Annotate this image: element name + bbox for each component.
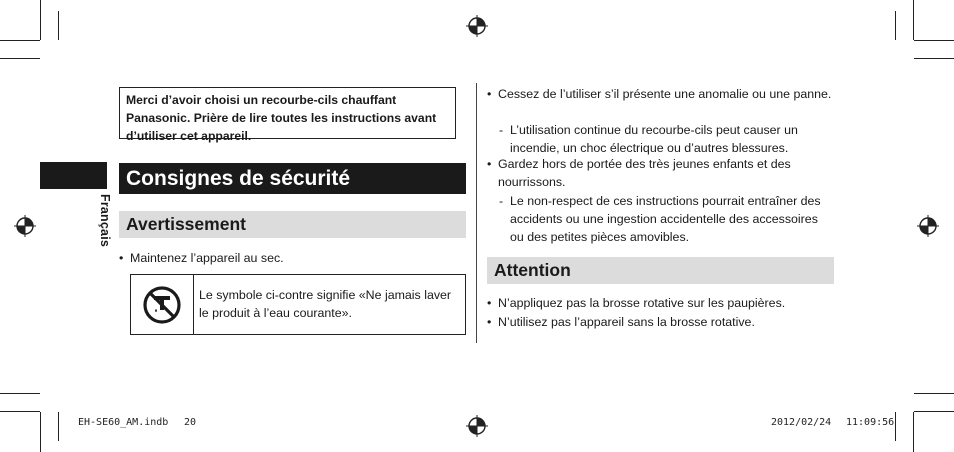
sub-list-item-text: Le non-respect de ces instructions pourrait entraîner des accidents ou une ingestion accidentelle des accessoires ou des petites pièces amovibles.	[510, 194, 821, 244]
crop-mark	[0, 393, 40, 394]
crop-mark	[914, 411, 954, 412]
crop-mark	[895, 412, 896, 441]
crop-mark	[0, 40, 40, 41]
footer-page-number: 20	[184, 417, 197, 428]
crop-mark	[40, 412, 41, 452]
page-title: Consignes de sécurité	[119, 163, 466, 194]
list-item	[487, 313, 832, 331]
footer-date: 2012/02/24	[771, 417, 832, 428]
list-item-text: N’appliquez pas la brosse rotative sur les paupières.	[498, 296, 786, 310]
sub-list-item	[487, 192, 832, 246]
no-water-wash-icon	[142, 285, 182, 325]
language-label: Français	[98, 194, 112, 248]
footer-filename: EH-SE60_AM.indb	[78, 417, 169, 428]
intro-note: Merci d’avoir choisi un recourbe-cils chauffant Panasonic. Prière de lire toutes les instructions avant d’utiliser cet appareil.	[119, 87, 456, 139]
list-item-text: N’utilisez pas l’appareil sans la brosse rotative.	[498, 315, 755, 329]
list-item-text: Cessez de l’utiliser s’il présente une anomalie ou une panne.	[498, 87, 832, 101]
crop-mark	[895, 11, 896, 40]
footer-time: 11:09:56	[846, 417, 895, 428]
list-item	[119, 249, 464, 267]
attention-heading: Attention	[487, 257, 834, 284]
bullet-mark: •	[487, 315, 492, 329]
dash-mark: -	[499, 194, 504, 208]
registration-mark-icon	[14, 215, 36, 237]
bullet-mark: •	[487, 157, 492, 171]
crop-mark	[913, 0, 914, 40]
crop-mark	[58, 11, 59, 40]
list-item-text: Gardez hors de portée des très jeunes enfants et des nourrissons.	[498, 157, 791, 189]
list-item	[487, 85, 832, 103]
dash-mark: -	[499, 123, 504, 137]
list-item-text: Maintenez l’appareil au sec.	[130, 251, 284, 265]
crop-mark	[0, 58, 40, 59]
crop-mark	[0, 411, 40, 412]
crop-mark	[913, 412, 914, 452]
sub-list-item-text: L’utilisation continue du recourbe-cils peut causer un incendie, un choc électrique ou d’autres blessures.	[510, 123, 798, 155]
bullet-mark: •	[119, 251, 124, 265]
symbol-description: Le symbole ci-contre signifie «Ne jamais laver le produit à l’eau courante».	[199, 288, 452, 320]
crop-mark	[914, 40, 954, 41]
symbol-table	[130, 274, 466, 335]
registration-mark-icon	[466, 415, 488, 437]
crop-mark	[58, 412, 59, 441]
warning-heading: Avertissement	[119, 211, 466, 238]
bullet-mark: •	[487, 296, 492, 310]
list-item	[487, 294, 832, 312]
crop-mark	[914, 58, 954, 59]
column-divider	[476, 83, 477, 343]
registration-mark-icon	[466, 15, 488, 37]
language-tab	[40, 162, 107, 189]
symbol-cell	[131, 275, 194, 334]
sub-list-item	[487, 121, 832, 157]
crop-mark	[914, 393, 954, 394]
bullet-mark: •	[487, 87, 492, 101]
registration-mark-icon	[917, 215, 939, 237]
list-item	[487, 155, 832, 191]
crop-mark	[40, 0, 41, 40]
